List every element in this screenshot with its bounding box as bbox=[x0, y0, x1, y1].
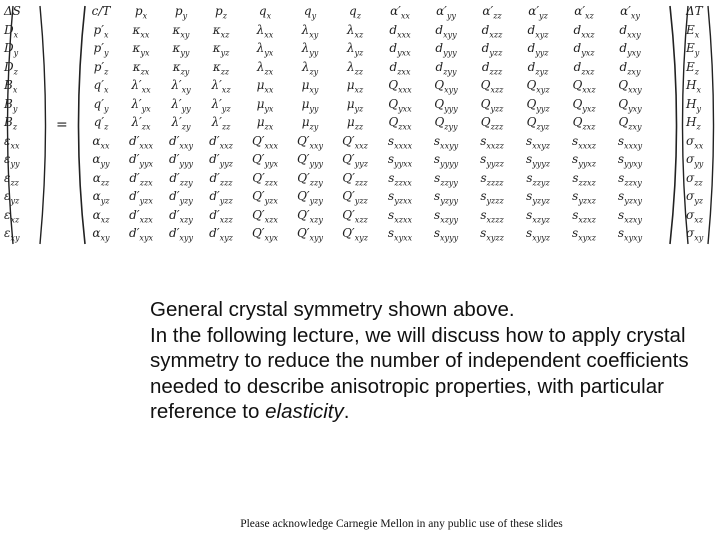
matrix-cell: $Q'_{yyy}$ bbox=[296, 152, 324, 169]
matrix-cell: $d'_{xxy}$ bbox=[169, 133, 193, 150]
matrix-cell: $d_{zxz}$ bbox=[573, 59, 595, 76]
matrix-header-cell: $\alpha'_{yy}$ bbox=[436, 4, 456, 21]
rhs-entry: $H_x$ bbox=[686, 78, 701, 95]
lhs-entry: $B_x$ bbox=[4, 78, 18, 95]
matrix-cell: $Q_{yxz}$ bbox=[572, 96, 596, 113]
matrix-cell: $\mu_{zx}$ bbox=[256, 115, 274, 132]
matrix-cell: $s_{zzzz}$ bbox=[480, 170, 504, 187]
matrix-cell: $d_{xxz}$ bbox=[573, 22, 595, 39]
matrix-cell: $\lambda'_{yz}$ bbox=[211, 96, 231, 113]
matrix-cell: $d_{yzz}$ bbox=[481, 41, 503, 58]
matrix-cell: $\lambda_{xx}$ bbox=[256, 22, 274, 39]
matrix-cell: $\mu_{yy}$ bbox=[301, 96, 319, 113]
matrix-cell: $Q_{yxy}$ bbox=[618, 96, 642, 113]
rhs-entry: $\sigma_{yy}$ bbox=[686, 152, 704, 169]
matrix-cell: $\lambda'_{xy}$ bbox=[171, 78, 191, 95]
matrix-cell: $s_{zzxz}$ bbox=[572, 170, 596, 187]
matrix-cell: $Q_{xxx}$ bbox=[388, 78, 412, 95]
matrix-cell: $d'_{yyy}$ bbox=[169, 152, 193, 169]
description-text: In the following lecture, we will discuss how to apply crystal symmetry to reduce the number of independent coefficients needed to describe anisotropic properties, with particular reference to bbox=[150, 323, 689, 424]
matrix-header-cell: $q_z$ bbox=[349, 4, 361, 21]
matrix-cell: $\lambda_{xy}$ bbox=[301, 22, 319, 39]
matrix-cell: $Q'_{yyx}$ bbox=[251, 152, 279, 169]
matrix-cell: $s_{yyxz}$ bbox=[572, 152, 596, 169]
matrix-cell: $d'_{xzx}$ bbox=[129, 207, 153, 224]
matrix-cell: $d_{xzz}$ bbox=[481, 22, 503, 39]
matrix-cell: $s_{xzzz}$ bbox=[480, 207, 504, 224]
matrix-cell: $Q_{xzz}$ bbox=[480, 78, 504, 95]
matrix-cell: $\alpha_{xy}$ bbox=[92, 226, 110, 243]
equals-sign: = bbox=[56, 117, 68, 133]
matrix-cell: $\kappa_{zy}$ bbox=[172, 59, 190, 76]
matrix-cell: $d'_{yyz}$ bbox=[209, 152, 233, 169]
matrix-cell: $s_{xzxz}$ bbox=[572, 207, 596, 224]
matrix-cell: $Q_{zxz}$ bbox=[572, 115, 596, 132]
matrix-cell: $q'_y$ bbox=[93, 96, 109, 113]
lhs-entry: $D_z$ bbox=[4, 59, 18, 76]
matrix-cell: $\kappa_{xy}$ bbox=[172, 22, 190, 39]
rhs-entry: $\sigma_{xx}$ bbox=[686, 133, 704, 150]
matrix-cell: $p'_z$ bbox=[93, 59, 109, 76]
matrix-cell: $Q_{yyy}$ bbox=[434, 96, 458, 113]
matrix-cell: $\lambda'_{zy}$ bbox=[171, 115, 191, 132]
matrix-cell: $s_{xzyz}$ bbox=[526, 207, 550, 224]
matrix-cell: $s_{zzxy}$ bbox=[618, 170, 642, 187]
matrix-cell: $d'_{xxz}$ bbox=[209, 133, 233, 150]
matrix-cell: $d'_{zzz}$ bbox=[209, 170, 233, 187]
matrix-cell: $s_{yzxz}$ bbox=[572, 189, 596, 206]
matrix-cell: $Q_{yxx}$ bbox=[388, 96, 412, 113]
matrix-cell: $s_{xxxy}$ bbox=[617, 133, 643, 150]
matrix-cell: $\lambda'_{zx}$ bbox=[131, 115, 151, 132]
rhs-entry: $E_z$ bbox=[686, 59, 699, 76]
matrix-cell: $s_{xyyy}$ bbox=[433, 226, 459, 243]
matrix-header-cell: $p_z$ bbox=[215, 4, 227, 21]
matrix-cell: $s_{yyyz}$ bbox=[526, 152, 550, 169]
matrix-header-cell: $\alpha'_{xy}$ bbox=[620, 4, 640, 21]
lhs-entry: ΔS bbox=[4, 4, 21, 18]
matrix-cell: $Q_{xyy}$ bbox=[434, 78, 458, 95]
matrix-cell: $Q'_{xxz}$ bbox=[342, 133, 368, 150]
matrix-cell: $d'_{zzx}$ bbox=[129, 170, 153, 187]
matrix-cell: $d'_{xyx}$ bbox=[129, 226, 153, 243]
matrix-cell: $s_{xxxx}$ bbox=[387, 133, 413, 150]
matrix-cell: $Q'_{xyx}$ bbox=[251, 226, 279, 243]
matrix-cell: $Q'_{xyy}$ bbox=[296, 226, 324, 243]
matrix-header-cell: $p_y$ bbox=[174, 4, 188, 21]
matrix-cell: $\alpha_{zz}$ bbox=[92, 170, 110, 187]
rhs-entry: $H_y$ bbox=[686, 96, 701, 113]
matrix-cell: $\alpha_{yz}$ bbox=[92, 189, 110, 206]
matrix-cell: $s_{yyzz}$ bbox=[480, 152, 504, 169]
matrix-cell: $s_{zzyz}$ bbox=[526, 170, 550, 187]
matrix-cell: $Q'_{yyz}$ bbox=[342, 152, 368, 169]
rhs-entry: $E_x$ bbox=[686, 22, 700, 39]
matrix-cell: $d'_{xxx}$ bbox=[129, 133, 153, 150]
matrix-cell: $\mu_{yx}$ bbox=[256, 96, 274, 113]
matrix-cell: $s_{xyxz}$ bbox=[572, 226, 596, 243]
matrix-cell: $\mu_{zz}$ bbox=[346, 115, 364, 132]
matrix-cell: $p'_x$ bbox=[93, 22, 109, 39]
matrix-cell: $s_{xyxy}$ bbox=[617, 226, 643, 243]
matrix-cell: $Q'_{xxy}$ bbox=[296, 133, 324, 150]
lhs-entry: $D_x$ bbox=[4, 22, 19, 39]
matrix-cell: $Q'_{yzy}$ bbox=[297, 189, 323, 206]
matrix-cell: $d_{yxz}$ bbox=[573, 41, 595, 58]
rhs-entry: $\sigma_{xy}$ bbox=[686, 226, 704, 243]
matrix-cell: $\kappa_{xz}$ bbox=[212, 22, 230, 39]
matrix-cell: $d_{zyy}$ bbox=[435, 59, 457, 76]
matrix-cell: $Q'_{yzx}$ bbox=[252, 189, 278, 206]
matrix-cell: $s_{yyxy}$ bbox=[617, 152, 643, 169]
matrix-cell: $d'_{yzz}$ bbox=[209, 189, 233, 206]
matrix-cell: $\lambda_{zz}$ bbox=[346, 59, 364, 76]
matrix-cell: $Q_{zyy}$ bbox=[434, 115, 458, 132]
matrix-cell: $d_{xyy}$ bbox=[435, 22, 457, 39]
matrix-cell: $d_{yyz}$ bbox=[527, 41, 549, 58]
matrix-cell: $\mu_{yz}$ bbox=[346, 96, 364, 113]
matrix-cell: $s_{xyxx}$ bbox=[387, 226, 413, 243]
matrix-cell: $d_{zxy}$ bbox=[619, 59, 641, 76]
matrix-cell: $Q_{zyz}$ bbox=[526, 115, 550, 132]
matrix-cell: $p'_y$ bbox=[93, 41, 109, 58]
matrix-cell: $d'_{xyy}$ bbox=[169, 226, 193, 243]
matrix-cell: $Q'_{yzz}$ bbox=[342, 189, 368, 206]
lhs-entry: $\varepsilon_{yz}$ bbox=[4, 189, 20, 206]
matrix-cell: $\alpha_{xx}$ bbox=[92, 133, 110, 150]
matrix-cell: $\lambda_{yz}$ bbox=[346, 41, 364, 58]
matrix-cell: $q'_x$ bbox=[93, 78, 109, 95]
slide-body-text bbox=[150, 297, 690, 425]
matrix-cell: $s_{xzxx}$ bbox=[388, 207, 412, 224]
matrix-cell: $\kappa_{yy}$ bbox=[172, 41, 190, 58]
matrix-cell: $s_{yzyy}$ bbox=[434, 189, 458, 206]
matrix-cell: $s_{zzyy}$ bbox=[434, 170, 458, 187]
matrix-cell: $d_{xyz}$ bbox=[527, 22, 549, 39]
matrix-cell: $d_{yxy}$ bbox=[619, 41, 641, 58]
matrix-cell: $s_{yyyy}$ bbox=[433, 152, 459, 169]
matrix-cell: $\mu_{xy}$ bbox=[301, 78, 319, 95]
matrix-cell: $Q_{xyz}$ bbox=[526, 78, 550, 95]
matrix-cell: $d'_{yyx}$ bbox=[129, 152, 153, 169]
matrix-cell: $s_{yzyz}$ bbox=[526, 189, 550, 206]
matrix-cell: $Q'_{xzx}$ bbox=[252, 207, 278, 224]
matrix-cell: $d_{yyy}$ bbox=[435, 41, 457, 58]
matrix-cell: $d_{zyz}$ bbox=[527, 59, 549, 76]
matrix-cell: $d_{zzz}$ bbox=[481, 59, 503, 76]
matrix-cell: $s_{yyxx}$ bbox=[387, 152, 413, 169]
matrix-cell: $d_{xxy}$ bbox=[619, 22, 641, 39]
tensor-equation bbox=[0, 0, 720, 250]
matrix-header-cell: $\alpha'_{xz}$ bbox=[574, 4, 594, 21]
description-paragraph bbox=[150, 323, 690, 425]
matrix-cell: $Q_{zzz}$ bbox=[480, 115, 504, 132]
matrix-cell: $\lambda_{xz}$ bbox=[346, 22, 364, 39]
rhs-entry: $\sigma_{zz}$ bbox=[686, 170, 703, 187]
summary-line: General crystal symmetry shown above. bbox=[150, 298, 515, 321]
matrix-cell: $\mu_{xx}$ bbox=[256, 78, 274, 95]
matrix-header-cell: $q_x$ bbox=[258, 4, 272, 21]
matrix-cell: $\lambda_{yy}$ bbox=[301, 41, 319, 58]
lhs-entry: $\varepsilon_{xy}$ bbox=[4, 226, 20, 243]
matrix-cell: $\lambda'_{xx}$ bbox=[131, 78, 151, 95]
matrix-cell: $\kappa_{xx}$ bbox=[132, 22, 150, 39]
matrix-cell: $\kappa_{zz}$ bbox=[212, 59, 230, 76]
footer-notice: Please acknowledge Carnegie Mellon in any public use of these slides bbox=[240, 518, 563, 530]
matrix-header-cell: c/T bbox=[91, 4, 111, 18]
matrix-header-cell: $\alpha'_{xx}$ bbox=[390, 4, 410, 21]
matrix-cell: $Q_{xxz}$ bbox=[572, 78, 596, 95]
matrix-cell: $s_{xxyz}$ bbox=[526, 133, 550, 150]
matrix-cell: $\mu_{zy}$ bbox=[301, 115, 319, 132]
matrix-cell: $\lambda'_{yx}$ bbox=[131, 96, 151, 113]
matrix-cell: $d'_{xzz}$ bbox=[209, 207, 233, 224]
matrix-cell: $\lambda'_{yy}$ bbox=[171, 96, 191, 113]
matrix-cell: $\alpha_{xz}$ bbox=[92, 207, 110, 224]
matrix-cell: $Q_{xxy}$ bbox=[618, 78, 642, 95]
matrix-cell: $Q'_{xxx}$ bbox=[251, 133, 279, 150]
lhs-entry: $D_y$ bbox=[4, 41, 19, 58]
matrix-header-cell: $\alpha'_{zz}$ bbox=[482, 4, 502, 21]
emphasis-word: elasticity bbox=[265, 400, 344, 424]
matrix-cell: $s_{yzxy}$ bbox=[618, 189, 642, 206]
matrix-cell: $Q'_{xyz}$ bbox=[342, 226, 368, 243]
matrix-cell: $\lambda_{zx}$ bbox=[256, 59, 274, 76]
matrix-cell: $s_{yzzz}$ bbox=[480, 189, 504, 206]
matrix-cell: $d'_{zzy}$ bbox=[169, 170, 193, 187]
matrix-cell: $d_{xxx}$ bbox=[389, 22, 411, 39]
matrix-cell: $q'_z$ bbox=[93, 115, 109, 132]
lhs-entry: $B_z$ bbox=[4, 115, 18, 132]
matrix-header-cell: $\alpha'_{yz}$ bbox=[528, 4, 548, 21]
matrix-cell: $\mu_{xz}$ bbox=[346, 78, 364, 95]
matrix-cell: $Q_{zxy}$ bbox=[618, 115, 642, 132]
lhs-entry: $\varepsilon_{zz}$ bbox=[4, 170, 19, 187]
matrix-cell: $Q'_{zzy}$ bbox=[297, 170, 323, 187]
matrix-cell: $Q_{yzz}$ bbox=[480, 96, 504, 113]
matrix-cell: $\kappa_{yx}$ bbox=[132, 41, 150, 58]
matrix-cell: $Q'_{zzz}$ bbox=[342, 170, 368, 187]
matrix-cell: $s_{xxxz}$ bbox=[572, 133, 596, 150]
lhs-entry: $B_y$ bbox=[4, 96, 18, 113]
matrix-cell: $d_{zxx}$ bbox=[389, 59, 411, 76]
matrix-cell: $s_{xyzz}$ bbox=[480, 226, 504, 243]
matrix-cell: $s_{xzyy}$ bbox=[434, 207, 458, 224]
matrix-cell: $d_{yxx}$ bbox=[389, 41, 411, 58]
matrix-cell: $\lambda_{yx}$ bbox=[256, 41, 274, 58]
rhs-entry: $\sigma_{yz}$ bbox=[686, 189, 703, 206]
lhs-entry: $\varepsilon_{xz}$ bbox=[4, 207, 20, 224]
matrix-cell: $Q_{zxx}$ bbox=[388, 115, 412, 132]
matrix-cell: $s_{xxyy}$ bbox=[433, 133, 459, 150]
matrix-cell: $\kappa_{yz}$ bbox=[212, 41, 230, 58]
lhs-entry: $\varepsilon_{xx}$ bbox=[4, 133, 20, 150]
matrix-cell: $Q'_{zzx}$ bbox=[252, 170, 278, 187]
rhs-entry: $E_y$ bbox=[686, 41, 700, 58]
matrix-cell: $\alpha_{yy}$ bbox=[92, 152, 110, 169]
matrix-cell: $d'_{yzx}$ bbox=[129, 189, 153, 206]
matrix-cell: $d'_{yzy}$ bbox=[169, 189, 193, 206]
matrix-cell: $d'_{xzy}$ bbox=[169, 207, 193, 224]
matrix-cell: $s_{xxzz}$ bbox=[480, 133, 504, 150]
matrix-cell: $\kappa_{zx}$ bbox=[132, 59, 150, 76]
rhs-entry: $\sigma_{xz}$ bbox=[686, 207, 703, 224]
matrix-header-cell: $q_y$ bbox=[303, 4, 317, 21]
matrix-cell: $s_{xzxy}$ bbox=[618, 207, 642, 224]
matrix-cell: $d'_{xyz}$ bbox=[209, 226, 233, 243]
matrix-cell: $Q'_{xzz}$ bbox=[342, 207, 368, 224]
matrix-cell: $\lambda_{zy}$ bbox=[301, 59, 319, 76]
rhs-entry: ΔT bbox=[686, 4, 703, 18]
matrix-cell: $s_{xyyz}$ bbox=[526, 226, 550, 243]
matrix-cell: $s_{yzxx}$ bbox=[388, 189, 412, 206]
matrix-cell: $\lambda'_{zz}$ bbox=[211, 115, 231, 132]
lhs-entry: $\varepsilon_{yy}$ bbox=[4, 152, 20, 169]
matrix-cell: $s_{zzxx}$ bbox=[388, 170, 412, 187]
rhs-entry: $H_z$ bbox=[686, 115, 701, 132]
end-punctuation: . bbox=[343, 400, 350, 424]
matrix-header-cell: $p_x$ bbox=[134, 4, 148, 21]
matrix-cell: $Q_{yyz}$ bbox=[526, 96, 550, 113]
matrix-cell: $\lambda'_{xz}$ bbox=[211, 78, 231, 95]
matrix-cell: $Q'_{xzy}$ bbox=[297, 207, 323, 224]
